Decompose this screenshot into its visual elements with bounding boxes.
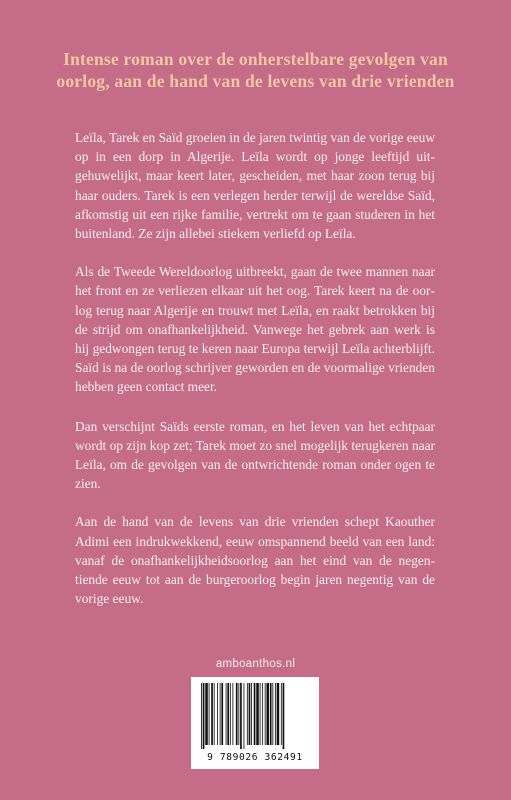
- barcode-bar: [221, 683, 223, 745]
- barcode-bar: [260, 683, 261, 745]
- barcode-bar: [226, 683, 227, 745]
- barcode-bar: [211, 683, 213, 745]
- barcode-bar: [277, 683, 280, 745]
- paragraph-2: Als de Tweede Wereldoorlog uitbreekt, gaan de twee mannen naar het front en ze verliezen elkaar uit het oog. Tarek keert na de oorlog terug naar Algerije en trouwt met Leïla, en raakt betrokken bij de strijd om onafhankelijkheid. Vanwege het gebrek aan werk is hij gedwongen terug te keren naar Europa terwijl Leïla achterblijft. Saïd is na de oorlog schrijver geworden en de voormalige vrienden hebben geen contact meer.: [75, 264, 435, 395]
- back-cover-text: [75, 128, 435, 626]
- barcode: [191, 677, 319, 769]
- barcode-bar: [275, 683, 276, 745]
- barcode-bar: [247, 683, 248, 745]
- barcode-bar: [238, 683, 239, 745]
- barcode-bar: [281, 683, 282, 745]
- barcode-bar: [230, 683, 231, 745]
- barcode-bar: [265, 683, 266, 745]
- publisher-website: amboanthos.nl: [215, 658, 296, 670]
- paragraph-1: Leïla, Tarek en Saïd groeien in de jaren twintig van de vorige eeuw op in een dorp in Algerije. Leïla wordt op jonge leeftijd uitgehuwelijkt, maar keert later, gescheiden, met haar zoon terug bij haar ouders. Tarek is een verlegen herder terwijl de wereldse Saïd, afkomstig uit een rijke familie, vertrekt om te gaan studeren in het buitenland. Ze zijn allebei stiekem verliefd op Leïla.: [75, 130, 435, 242]
- barcode-bar: [270, 683, 272, 745]
- barcode-bar: [256, 683, 259, 745]
- paragraph-4: Aan de hand van de levens van drie vrienden schept Kaouther Adimi een indrukwekkend, eeuw omspannend beeld van een land: vanaf de onafhankelijkheidsoorlog aan het eind van de negentiende eeuw tot aan de burgeroorlog begin jaren negentig van de vorige eeuw.: [75, 514, 435, 607]
- paragraph-3: Dan verschijnt Saïds eerste roman, en het leven van het echtpaar wordt op zijn kop zet; Tarek moet zo snel mogelijk terugkeren naar Leïla, om de gevolgen van de ontwrichtende roman onder ogen te zien.: [75, 418, 435, 492]
- barcode-bar: [227, 683, 229, 745]
- barcode-bar: [205, 683, 208, 745]
- barcode-bar: [217, 683, 218, 745]
- barcode-bar: [214, 683, 215, 745]
- barcode-bar: [232, 683, 233, 745]
- barcode-bar: [266, 683, 269, 745]
- barcode-bar: [240, 683, 242, 749]
- barcode-bar: [262, 683, 263, 745]
- barcode-bar: [220, 683, 221, 745]
- barcode-bar: [201, 683, 202, 749]
- barcode-bar: [249, 683, 251, 745]
- headline: Intense roman over de onherstelbare gevolgen van oorlog, aan de hand van de levens van drie vrienden: [56, 49, 455, 91]
- barcode-bar: [272, 683, 273, 745]
- barcode-bar: [209, 683, 210, 745]
- isbn-number: 9 789026 362491: [207, 752, 303, 763]
- barcode-bar: [244, 683, 245, 749]
- barcode-bar: [203, 683, 205, 749]
- barcode-bar: [254, 683, 256, 745]
- barcode-bar: [283, 683, 285, 749]
- barcode-bar: [236, 683, 238, 745]
- barcode-bar: [251, 683, 252, 745]
